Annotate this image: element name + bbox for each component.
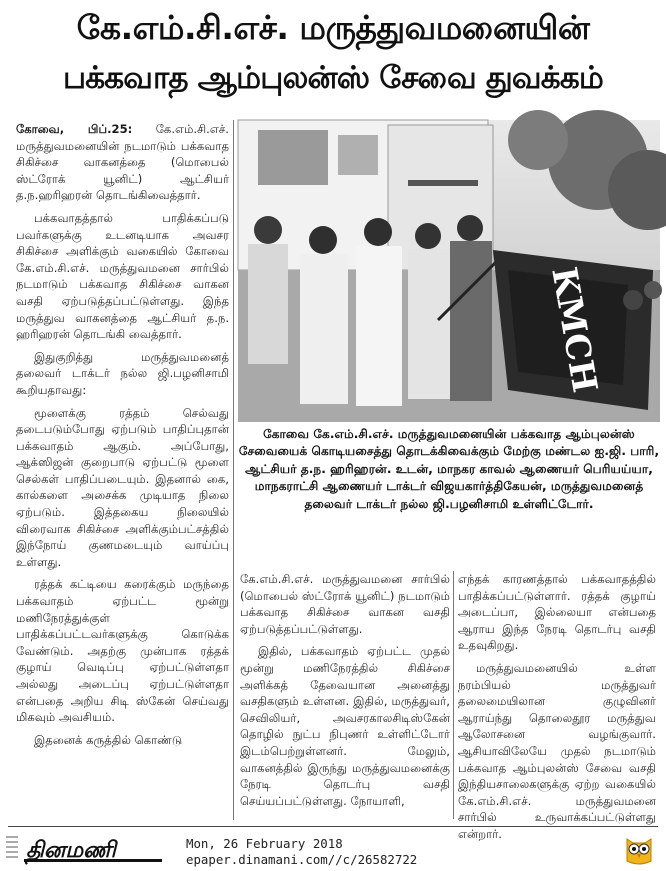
logo-text: தினமணி (26, 838, 116, 863)
edition-date: Mon, 26 February 2018 (186, 836, 343, 851)
photo-illustration (238, 120, 660, 422)
article-paragraph: இதுகுறித்து மருத்துவமனைத் தலைவர் டாக்டர் நல்ல ஜி.பழனிசாமி கூறியதாவது: (16, 349, 229, 397)
article-column-3 (458, 571, 656, 841)
article-paragraph: எந்தக் காரணத்தால் பக்கவாதத்தில் பாதிக்கப்பட்டுள்ளார். ரத்தக் குழாய் அடைப்பா, இல்லையா என்பதை ஆராய இந்த நேரடி தொடர்பு வசதி உதவுகிறது. (458, 572, 656, 653)
column-rule-right (453, 571, 454, 819)
news-photo (238, 120, 660, 422)
article-paragraph: மருத்துவமனையில் உள்ள நரம்பியல் மருத்துவர் தலைமையிலான குழுவினர் ஆராய்ந்து தொலைதூர மருத்துவ ஆலோசனை வழங்குவார். ஆசியாவிலேயே முதல் நடமாடும் பக்கவாத ஆம்புலன்ஸ் சேவை வசதி இந்தியசாலைகளுக்கு ஏற்ற வகையில் கே.எம்.சி.எச். மருத்துவமனை சார்பில் உருவாக்கப்பட்டுள்ளது என்றார். (458, 660, 656, 841)
article-paragraph: இதனைக் கருத்தில் கொண்டு (34, 732, 183, 747)
article-paragraph: ரத்தக் கட்டியை கரைக்கும் மருந்தை பக்கவாதம் ஏற்பட்ட மூன்று மணிநேரத்துக்குள் பாதிக்கப்பட்டவர்களுக்கு கொடுக்க வேண்டும். அதற்கு முன்பாக ரத்தக் குழாய் வெடிப்பு ஏற்பட்டுள்ளதா அல்லது அடைப்பு ஏற்பட்டுள்ளதா என்பதை அறிய சிடி ஸ்கேன் செய்வது மிகவும் அவசியம். (16, 577, 229, 725)
article-paragraph: பக்கவாதத்தால் பாதிக்கப்படு பவர்களுக்கு உடனடியாக அவசர சிகிச்சை அளிக்கும் வகையில் கோவை கே.எம்.சி.எச். மருத்துவமனை சார்பில் நடமாடும் பக்கவாத சிகிச்சை வாகன வசதி ஏற்படுத்தப்பட்டுள்ளது. இந்த மருத்துவ வாகனத்தை ஆட்சியர் த.ந. ஹரிஹரன் தொடங்கி வைத்தார். (16, 210, 229, 342)
column-rule-left (233, 120, 234, 820)
logo-mark (24, 833, 162, 865)
article-column-1 (16, 121, 229, 818)
photo-caption: கோவை கே.எம்.சி.எச். மருத்துவமனையின் பக்கவாத ஆம்புலன்ஸ் சேவையைக் கொடியசைத்து தொடக்கிவைக்கும் மேற்கு மண்டல ஐ.ஜி. பாரி, ஆட்சியர் த.ந. ஹரிஹரன். உடன், மாநகர காவல் ஆணையர் பெரியய்யா, மாநகராட்சி ஆணையர் டாக்டர் விஜயகார்த்திகேயன், மருத்துவமனைத் தலைவர் டாக்டர் நல்ல ஜி.பழனிசாமி உள்ளிட்டோர். (238, 427, 660, 511)
article-paragraph: கே.எம்.சி.எச். மருத்துவமனை சார்பில் (மொபைல் ஸ்ட்ரோக் யூனிட்) நடமாடும் பக்கவாத சிகிச்சை வாகன வசதி ஏற்படுத்தப்பட்டுள்ளது. (240, 572, 450, 636)
headline-line-1: கே.எம்.சி.எச். மருத்துவமனையின் (76, 8, 590, 47)
headline-line-2: பக்கவாத ஆம்புலன்ஸ் சேவை துவக்கம் (62, 60, 603, 96)
mini-masthead-icon (4, 833, 20, 863)
article-paragraph: மூளைக்கு ரத்தம் செல்வது தடைபடும்போது ஏற்படும் பாதிப்புதான் பக்கவாதம் ஆகும். அப்போது, ஆக்ஸிஜன் குறைபாடு ஏற்பட்டு மூளை செல்கள் பாதிப்படையும். இதனால் கை, கால்களை அசைக்க முடியாத நிலை ஏற்படும். இத்தகைய நிலையில் விரைவாக சிகிச்சை அளிக்கும்பட்சத்தில் இந்நோய் குணமடையும் வாய்ப்பு உள்ளது. (16, 405, 229, 569)
paragraph-text: கே.எம்.சி.எச். மருத்துவமனையின் நடமாடும் பக்கவாத சிகிச்சை வாகனத்தை (மொபைல் ஸ்ட்ரோக் யூனிட்) ஆட்சியர் த.ந.ஹரிஹரன் தொடங்கிவைத்தார். (16, 122, 229, 203)
article-paragraph: இதில், பக்கவாதம் ஏற்பட்ட முதல் மூன்று மணிநேரத்தில் சிகிச்சை அளிக்கத் தேவையான அனைத்து வசதிகளும் உள்ளன. இதில், மருத்துவர், செவிலியர், அவசரகாலசிடிஸ்கேன் தொழில் நுட்ப நிபுணர் உள்ளிட்டோர் இடம்பெற்றுள்ளனர். மேலும், வாகனத்தில் இருந்து மருத்துவமனைக்கு நேரடி தொடர்பு வசதி செய்யப்பட்டுள்ளது. நோயாளி, (240, 644, 450, 808)
owl-icon (622, 833, 656, 867)
flag-text: KMCH (543, 264, 605, 396)
dinamani-logo[interactable] (24, 833, 162, 865)
dateline: கோவை, பிப்.25: (16, 122, 133, 136)
article-column-2 (240, 571, 450, 818)
article-paragraph (16, 121, 229, 204)
epaper-url[interactable]: epaper.dinamani.com//c/26582722 (186, 852, 418, 867)
